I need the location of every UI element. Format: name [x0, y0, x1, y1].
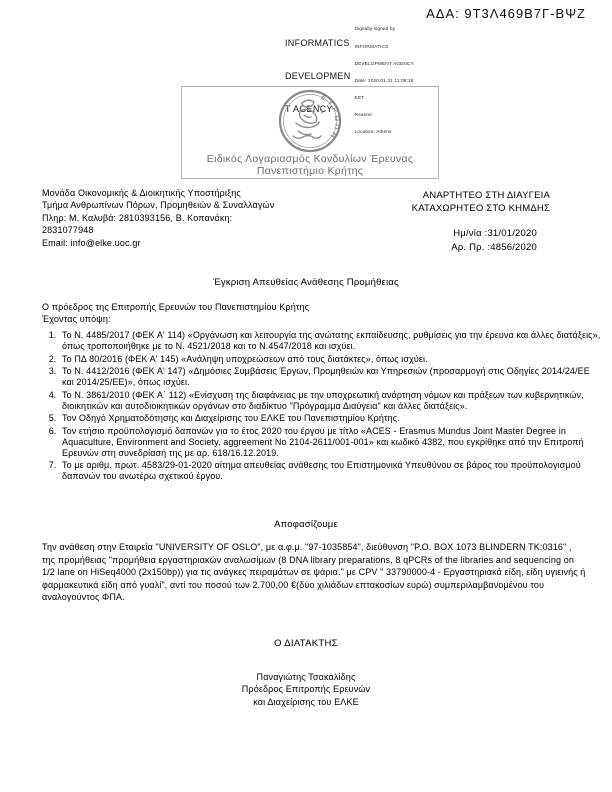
logo-caption [207, 153, 413, 177]
contact-line: Μονάδα Οικονομικής & Διοικητικής Υποστήριξης [42, 188, 241, 198]
ada-code: ΑΔΑ: 9Τ3Λ469Β7Γ-ΒΨΖ [426, 6, 586, 21]
logo-caption-line1: Ειδικός Λογαριασμός Κονδυλίων Έρευνας [206, 153, 414, 165]
intro-line2: Έχοντας υπόψη: [42, 314, 111, 324]
signature-detail-line: INFORMATICS [354, 44, 389, 50]
signer-line: INFORMATICS [285, 38, 350, 48]
contact-block [42, 187, 274, 249]
contact-line: 2831077948 [42, 225, 94, 236]
signature-detail-line: Location: Athens [354, 130, 392, 136]
signer-line: DEVELOPMEN [285, 71, 351, 81]
consideration-item: 3. Το Ν. 4412/2016 (ΦΕΚ Α' 147) «Δημόσιες Συμβάσεις Έργων, Προμηθειών και Υπηρεσιών (προσαρμογή στις Οδηγίες 2014/24/ΕΕ και 2014/25/ΕΕ)», όπως ισχύει. [59, 366, 602, 388]
contact-line: Πληρ: Μ. Καλυβά: 2810393156, Β. Κοπανάκη: [42, 212, 233, 223]
protocol-number-line: Αρ. Πρ. :4856/2020 [451, 241, 537, 253]
consideration-item: 6. Τον ετήσιο προϋπολογισμό δαπανών για το έτος 2020 του έργου με τίτλο «ACES - Erasmus Mundus Joint Master Degree in Aquaculture, Environment and Society, aggreement No 2104-2611/001-001» και κωδικό 4382, που εγκρίθηκε από την Επιτροπή Ερευνών στη συνεδρίασή της με αρ. 618/16.12.2019. [59, 426, 602, 459]
intro-block [42, 301, 309, 325]
contact-line email-address: Email: info@elke.uoc.gr [42, 237, 141, 248]
signature-detail-line: Digitally signed by [354, 27, 396, 33]
consideration-item: 4. Το Ν. 3861/2010 (ΦΕΚ Α΄ 112) «Ενίσχυση της διαφάνειας με την υποχρεωτική ανάρτηση νόμων και πράξεων των κυβερνητικών, διοικητικών και αυτοδιοικητικών οργάνων στο διαδίκτυο "Πρόγραμμα Διαύγεια" και άλλες διατάξεις». [59, 390, 602, 412]
signature-detail-line: Date: 2020.01.31 11:08:18 [354, 78, 414, 84]
decision-paragraph: Την ανάθεση στην Εταιρεία "UNIVERSITY OF OSLO", με α.φ.μ. "97-1035854", διεύθυνση "P.O. BOX 1073 BLINDERN TK:0316" , της προμήθειας "προμήθεια εργαστηριακών αναλωσίμων (8 DNA library preparations, 8 qPCRs of the libraries and sequencing on 1/2 lane on HiSeq4000 (2x150bp)) για τις ανάγκες πειραμάτων σε ψάρια." με CPV " 33790000-4 - Εργαστηριακά είδη, είδη υγιεινής ή φαρμακευτικά είδη από γυαλί", αντί του ποσού των 2.700,00 €(δύο χιλιάδων επτακοσίων ευρώ) συμπεριλαμβανομένου του αναλογούντος ΦΠΑ. [42, 542, 586, 603]
posting-notice-block [412, 189, 550, 254]
signatory-title-line1: Πρόεδρος Επιτροπής Ερευνών [241, 684, 371, 695]
date-line: Ημ/νία :31/01/2020 [453, 228, 537, 239]
signer-line: T AGENCY [285, 104, 333, 114]
signatory-role-heading: Ο ΔΙΑΤΑΚΤΗΣ [274, 638, 338, 649]
logo-caption-line2: Πανεπιστήμιο Κρήτης [256, 165, 364, 177]
signature-detail-line: EET [354, 95, 365, 101]
posting-notice-line1: ΑΝΑΡΤΗΤΕΟ ΣΤΗ ΔΙΑΥΓΕΙΑ [422, 190, 550, 201]
signature-detail-line: Reason: [354, 112, 374, 118]
intro-line1: Ο πρόεδρος της Επιτροπής Ερευνών του Πανεπιστημίου Κρήτης [42, 302, 310, 312]
signatory-name: Παναγιώτης Τσακαλίδης [256, 672, 356, 682]
consideration-item: 2. Το ΠΔ 80/2016 (ΦΕΚ Α' 145) «Ανάληψη υποχρεώσεων από τους διατάκτες», όπως ισχύει. [59, 354, 602, 365]
signatory-block [0, 671, 612, 708]
date-protocol-block [412, 227, 550, 254]
considerations-list [42, 330, 602, 484]
consideration-item: 5. Τον Οδηγό Χρηματοδότησης και Διαχείρισης του ΕΛΚΕ του Πανεπιστημίου Κρήτης. [59, 413, 602, 424]
posting-notice-line2: ΚΑΤΑΧΩΡΗΤΕΟ ΣΤΟ ΚΗΜΔΗΣ [411, 203, 550, 214]
document-subject: Έγκριση Απευθείας Ανάθεσης Προμήθειας [213, 277, 399, 288]
signature-detail-line: DEVELOPMENT AGENCY [354, 61, 414, 67]
university-seal-icon [278, 89, 342, 153]
org-logo-box [181, 86, 439, 179]
decision-heading: Αποφασίζουμε [274, 519, 338, 530]
svg-text:ΕΥΡΩΠΗ [320, 92, 342, 142]
consideration-item: 1. Το Ν. 4485/2017 (ΦΕΚ Α' 114) «Οργάνωση και λειτουργία της ανώτατης εκπαίδευσης, ρυθμίσεις για την έρευνα και άλλες διατάξεις», όπως τροποποιήθηκε με το Ν. 4521/2018 και το Ν.4547/2018 και ισχύει. [59, 330, 602, 352]
seal-text: ΕΥΡΩΠΗ [319, 92, 342, 142]
contact-line: Τμήμα Ανθρωπίνων Πόρων, Προμηθειών & Συναλλαγών [42, 200, 275, 211]
signatory-title-line2: και Διαχείρισης του ΕΛΚΕ [253, 696, 359, 707]
consideration-item: 7. Το με αριθμ. πρωτ. 4583/29-01-2020 αίτημα απευθείας ανάθεσης του Επιστημονικά Υπευθύνου σε βάρος του προϋπολογισμού δαπανών του ανωτέρω σχετικού έργου. [59, 460, 602, 482]
